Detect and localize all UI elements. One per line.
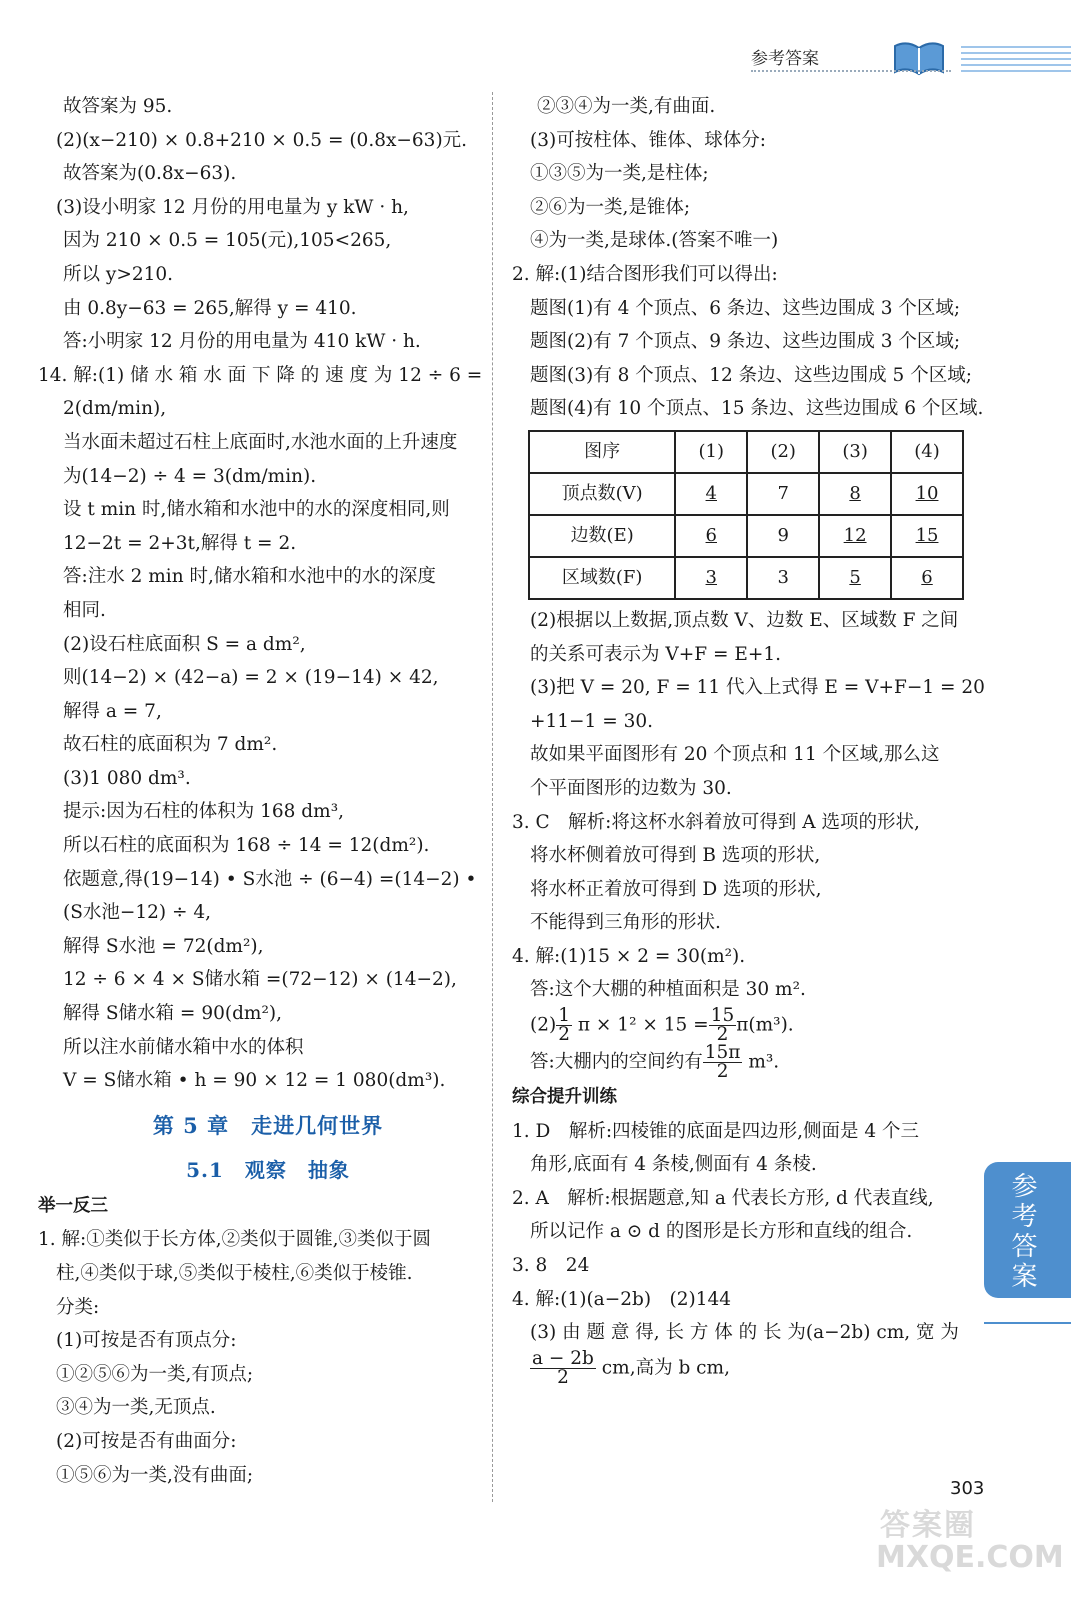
left-line: (2)设石柱底面积 S = a dm², bbox=[63, 633, 306, 655]
left-line: 答:注水 2 min 时,储水箱和水池中的水的深度 bbox=[63, 566, 436, 588]
fraction-2-num: 15 bbox=[710, 1005, 735, 1027]
table-cell: 3 bbox=[777, 566, 789, 588]
fraction-1-num: 1 bbox=[558, 1005, 570, 1027]
table-cell-box bbox=[529, 431, 675, 473]
frac3-suffix: cm,高为 b cm, bbox=[601, 1357, 730, 1379]
fraction-3-num: 15π bbox=[704, 1042, 741, 1064]
table-cell: 顶点数(V) bbox=[561, 482, 643, 504]
left-text-block-2 bbox=[38, 1223, 498, 1492]
table-cell: 4 bbox=[705, 482, 717, 504]
table-cell-box bbox=[747, 557, 819, 599]
table-cell: (3) bbox=[842, 440, 868, 462]
right-text-block-3 bbox=[512, 1115, 964, 1350]
table-row bbox=[529, 431, 963, 473]
left-line: 解得 S储水箱 = 90(dm²), bbox=[63, 1003, 282, 1025]
right-line: (3)可按柱体、锥体、球体分: bbox=[530, 129, 766, 151]
table-cell: 12 bbox=[843, 524, 867, 546]
left-line: 解得 a = 7, bbox=[63, 700, 162, 722]
fraction-4-den: 2 bbox=[557, 1366, 569, 1388]
table-cell-box bbox=[529, 473, 675, 515]
page-header bbox=[751, 38, 1071, 82]
left-line: 2(dm/min), bbox=[63, 398, 167, 420]
frac-suffix: π(m³). bbox=[736, 1014, 794, 1036]
fraction-4-num: a − 2b bbox=[532, 1347, 594, 1369]
table-cell-box bbox=[819, 515, 891, 557]
right-line: ①③⑤为一类,是柱体; bbox=[530, 163, 709, 185]
left2-line: ①⑤⑥为一类,没有曲面; bbox=[56, 1464, 254, 1486]
left2-line: 1. 解:①类似于长方体,②类似于圆锥,③类似于圆 bbox=[38, 1229, 432, 1251]
chapter-title: 第 5 章 走进几何世界 bbox=[152, 1112, 384, 1138]
right-text-block-2 bbox=[512, 604, 985, 1007]
fraction-2 bbox=[709, 1007, 737, 1044]
fraction-line-2 bbox=[512, 1044, 964, 1081]
left-line: V = S储水箱 • h = 90 × 12 = 1 080(dm³). bbox=[63, 1070, 446, 1092]
right2-line: +11−1 = 30. bbox=[530, 710, 653, 732]
left-line: (2)(x−210) × 0.8+210 × 0.5 = (0.8x−63)元. bbox=[56, 129, 468, 151]
table-cell-box bbox=[529, 515, 675, 557]
side-tab-label: 参考答案 bbox=[1007, 1172, 1037, 1292]
left-line: 所以 y>210. bbox=[63, 263, 174, 285]
left-line: 设 t min 时,储水箱和水池中的水的深度相同,则 bbox=[63, 499, 450, 521]
left-line: 依题意,得(19−14) • S水池 ÷ (6−4) =(14−2) • bbox=[63, 868, 477, 890]
fraction-3-den: 2 bbox=[716, 1061, 729, 1083]
table-cell: (2) bbox=[770, 440, 796, 462]
table-cell: 9 bbox=[777, 524, 789, 546]
header-dotted-rule bbox=[751, 70, 951, 72]
right-line: 题图(2)有 7 个顶点、9 条边、这些边围成 3 个区域; bbox=[530, 331, 961, 353]
left-line: (3)设小明家 12 月份的用电量为 y kW · h, bbox=[56, 196, 409, 218]
table-cell: 区域数(F) bbox=[561, 566, 643, 588]
left-line: 所以注水前储水箱中水的体积 bbox=[63, 1036, 304, 1058]
left-column bbox=[38, 90, 498, 1492]
left-line: 所以石柱的底面积为 168 ÷ 14 = 12(dm²). bbox=[63, 835, 430, 857]
right2-line: 将水杯正着放可得到 D 选项的形状, bbox=[530, 878, 822, 900]
frac2-suffix: m³. bbox=[748, 1051, 780, 1073]
table-cell: 10 bbox=[915, 482, 939, 504]
left-line: 14. 解:(1) 储 水 箱 水 面 下 降 的 速 度 为 12 ÷ 6 = bbox=[38, 364, 483, 386]
left-line: (3)1 080 dm³. bbox=[63, 767, 191, 789]
fraction-line bbox=[512, 1007, 964, 1044]
right-line: 2. 解:(1)结合图形我们可以得出: bbox=[512, 263, 778, 285]
right3-line: 1. D 解析:四棱锥的底面是四边形,侧面是 4 个三 bbox=[512, 1120, 920, 1142]
right2-line: 3. C 解析:将这杯水斜着放可得到 A 选项的形状, bbox=[512, 811, 920, 833]
left2-line: (2)可按是否有曲面分: bbox=[56, 1430, 237, 1452]
table-cell: 图序 bbox=[584, 440, 621, 462]
table-cell: (4) bbox=[914, 440, 940, 462]
table-row bbox=[529, 515, 963, 557]
page-number: 303 bbox=[950, 1478, 985, 1499]
left-line: (S水池−12) ÷ 4, bbox=[63, 902, 212, 924]
table-cell-box bbox=[819, 473, 891, 515]
table-cell: 3 bbox=[705, 566, 717, 588]
table-row bbox=[529, 473, 963, 515]
left-line: 故答案为(0.8x−63). bbox=[63, 163, 237, 185]
table-cell: 5 bbox=[849, 566, 861, 588]
right-line: 题图(1)有 4 个顶点、6 条边、这些边围成 3 个区域; bbox=[530, 297, 961, 319]
right2-line: 故如果平面图形有 20 个顶点和 11 个区域,那么这 bbox=[530, 744, 940, 766]
table-cell-box bbox=[891, 473, 963, 515]
table-cell-box bbox=[747, 473, 819, 515]
table-cell-box bbox=[675, 515, 747, 557]
left-line: 12−2t = 2+3t,解得 t = 2. bbox=[63, 532, 297, 554]
left-line: 故石柱的底面积为 7 dm². bbox=[63, 734, 278, 756]
table-cell-box bbox=[819, 431, 891, 473]
left-heading: 举一反三 bbox=[38, 1195, 108, 1216]
header-stripes bbox=[961, 46, 1071, 72]
table-cell-box bbox=[747, 431, 819, 473]
right-line: 题图(3)有 8 个顶点、12 条边、这些边围成 5 个区域; bbox=[530, 364, 972, 386]
right2-line: 不能得到三角形的形状. bbox=[530, 912, 721, 934]
left-line: 答:小明家 12 月份的用电量为 410 kW · h. bbox=[63, 331, 421, 353]
right-line: ④为一类,是球体.(答案不唯一) bbox=[530, 230, 779, 252]
left2-line: ①②⑤⑥为一类,有顶点; bbox=[56, 1363, 254, 1385]
right-heading: 综合提升训练 bbox=[512, 1087, 617, 1108]
left2-line: 分类: bbox=[56, 1296, 100, 1318]
right2-line: 个平面图形的边数为 30. bbox=[530, 777, 732, 799]
watermark-url: MXQE.COM bbox=[876, 1540, 1064, 1575]
left-line: 因为 210 × 0.5 = 105(元),105<265, bbox=[63, 230, 392, 252]
right3-line: (3) 由 题 意 得, 长 方 体 的 长 为(a−2b) cm, 宽 为 bbox=[530, 1322, 959, 1344]
right-line: ②③④为一类,有曲面. bbox=[537, 96, 716, 117]
left-line: 由 0.8y−63 = 265,解得 y = 410. bbox=[63, 297, 357, 319]
right3-line: 3. 8 24 bbox=[512, 1255, 590, 1277]
side-tab-answers bbox=[984, 1162, 1071, 1298]
table-cell: 7 bbox=[777, 482, 789, 504]
watermark-logo: 答案圈 bbox=[880, 1508, 976, 1543]
right2-line: 答:这个大棚的种植面积是 30 m². bbox=[530, 979, 806, 1001]
table-cell-box bbox=[529, 557, 675, 599]
right-line: ②⑥为一类,是锥体; bbox=[530, 196, 691, 218]
fraction-1-den: 2 bbox=[558, 1024, 570, 1046]
left2-line: ③④为一类,无顶点. bbox=[56, 1397, 216, 1419]
table-cell-box bbox=[675, 557, 747, 599]
table-cell: 8 bbox=[849, 482, 861, 504]
section-title: 5.1 观察 抽象 bbox=[186, 1157, 350, 1182]
table-cell-box bbox=[819, 557, 891, 599]
left2-line: (1)可按是否有顶点分: bbox=[56, 1330, 237, 1352]
table-cell: (1) bbox=[698, 440, 725, 462]
right-text-block bbox=[512, 90, 984, 426]
table-cell-box bbox=[891, 431, 963, 473]
left-line: 12 ÷ 6 × 4 × S储水箱 =(72−12) × (14−2), bbox=[63, 969, 457, 991]
left2-line: 柱,④类似于球,⑤类似于棱柱,⑥类似于棱锥. bbox=[56, 1263, 413, 1284]
right3-line: 2. A 解析:根据题意,知 a 代表长方形, d 代表直线, bbox=[512, 1187, 934, 1209]
fraction-3 bbox=[703, 1044, 743, 1081]
table-cell-box bbox=[675, 473, 747, 515]
header-title: 参考答案 bbox=[751, 49, 819, 69]
right2-line: 4. 解:(1)15 × 2 = 30(m²). bbox=[512, 945, 746, 967]
frac2-prefix: 答:大棚内的空间约有 bbox=[530, 1051, 703, 1073]
table-cell: 6 bbox=[921, 566, 933, 588]
table-cell-box bbox=[675, 431, 747, 473]
left-line: 当水面未超过石柱上底面时,水池水面的上升速度 bbox=[63, 431, 458, 453]
right2-line: (3)把 V = 20, F = 11 代入上式得 E = V+F−1 = 20 bbox=[530, 677, 985, 699]
side-rule bbox=[984, 1322, 1071, 1324]
left-line: 故答案为 95. bbox=[63, 96, 173, 117]
right2-line: (2)根据以上数据,顶点数 V、边数 E、区域数 F 之间 bbox=[530, 609, 959, 631]
left-line: 为(14−2) ÷ 4 = 3(dm/min). bbox=[63, 465, 317, 487]
table-cell-box bbox=[891, 557, 963, 599]
left-line: 则(14−2) × (42−a) = 2 × (19−14) × 42, bbox=[63, 667, 439, 689]
right2-line: 的关系可表示为 V+F = E+1. bbox=[530, 643, 781, 665]
frac-mid: π × 1² × 15 = bbox=[577, 1014, 709, 1036]
right-column bbox=[512, 90, 985, 1388]
right3-line: 角形,底面有 4 条棱,侧面有 4 条棱. bbox=[530, 1154, 817, 1176]
right-line: 题图(4)有 10 个顶点、15 条边、这些边围成 6 个区域. bbox=[530, 398, 984, 420]
frac-prefix: (2) bbox=[530, 1014, 557, 1036]
left-text-block bbox=[38, 90, 498, 1098]
left-line: 相同. bbox=[63, 599, 106, 621]
fraction-1 bbox=[556, 1007, 572, 1044]
table-cell-box bbox=[891, 515, 963, 557]
left-line: 提示:因为石柱的体积为 168 dm³, bbox=[63, 801, 344, 823]
vertex-edge-region-table bbox=[528, 430, 964, 600]
table-row bbox=[529, 557, 963, 599]
table-cell: 边数(E) bbox=[570, 524, 634, 546]
fraction-4 bbox=[530, 1347, 596, 1388]
left-line: 解得 S水池 = 72(dm²), bbox=[63, 935, 264, 957]
table-cell: 6 bbox=[705, 524, 717, 546]
table-cell-box bbox=[747, 515, 819, 557]
right3-line: 所以记作 a ⊙ d 的图形是长方形和直线的组合. bbox=[530, 1221, 913, 1243]
fraction-line-3 bbox=[512, 1347, 964, 1388]
right2-line: 将水杯侧着放可得到 B 选项的形状, bbox=[530, 845, 821, 867]
fraction-2-den: 2 bbox=[716, 1024, 729, 1046]
right3-line: 4. 解:(1)(a−2b) (2)144 bbox=[512, 1288, 732, 1310]
table-cell: 15 bbox=[915, 524, 939, 546]
